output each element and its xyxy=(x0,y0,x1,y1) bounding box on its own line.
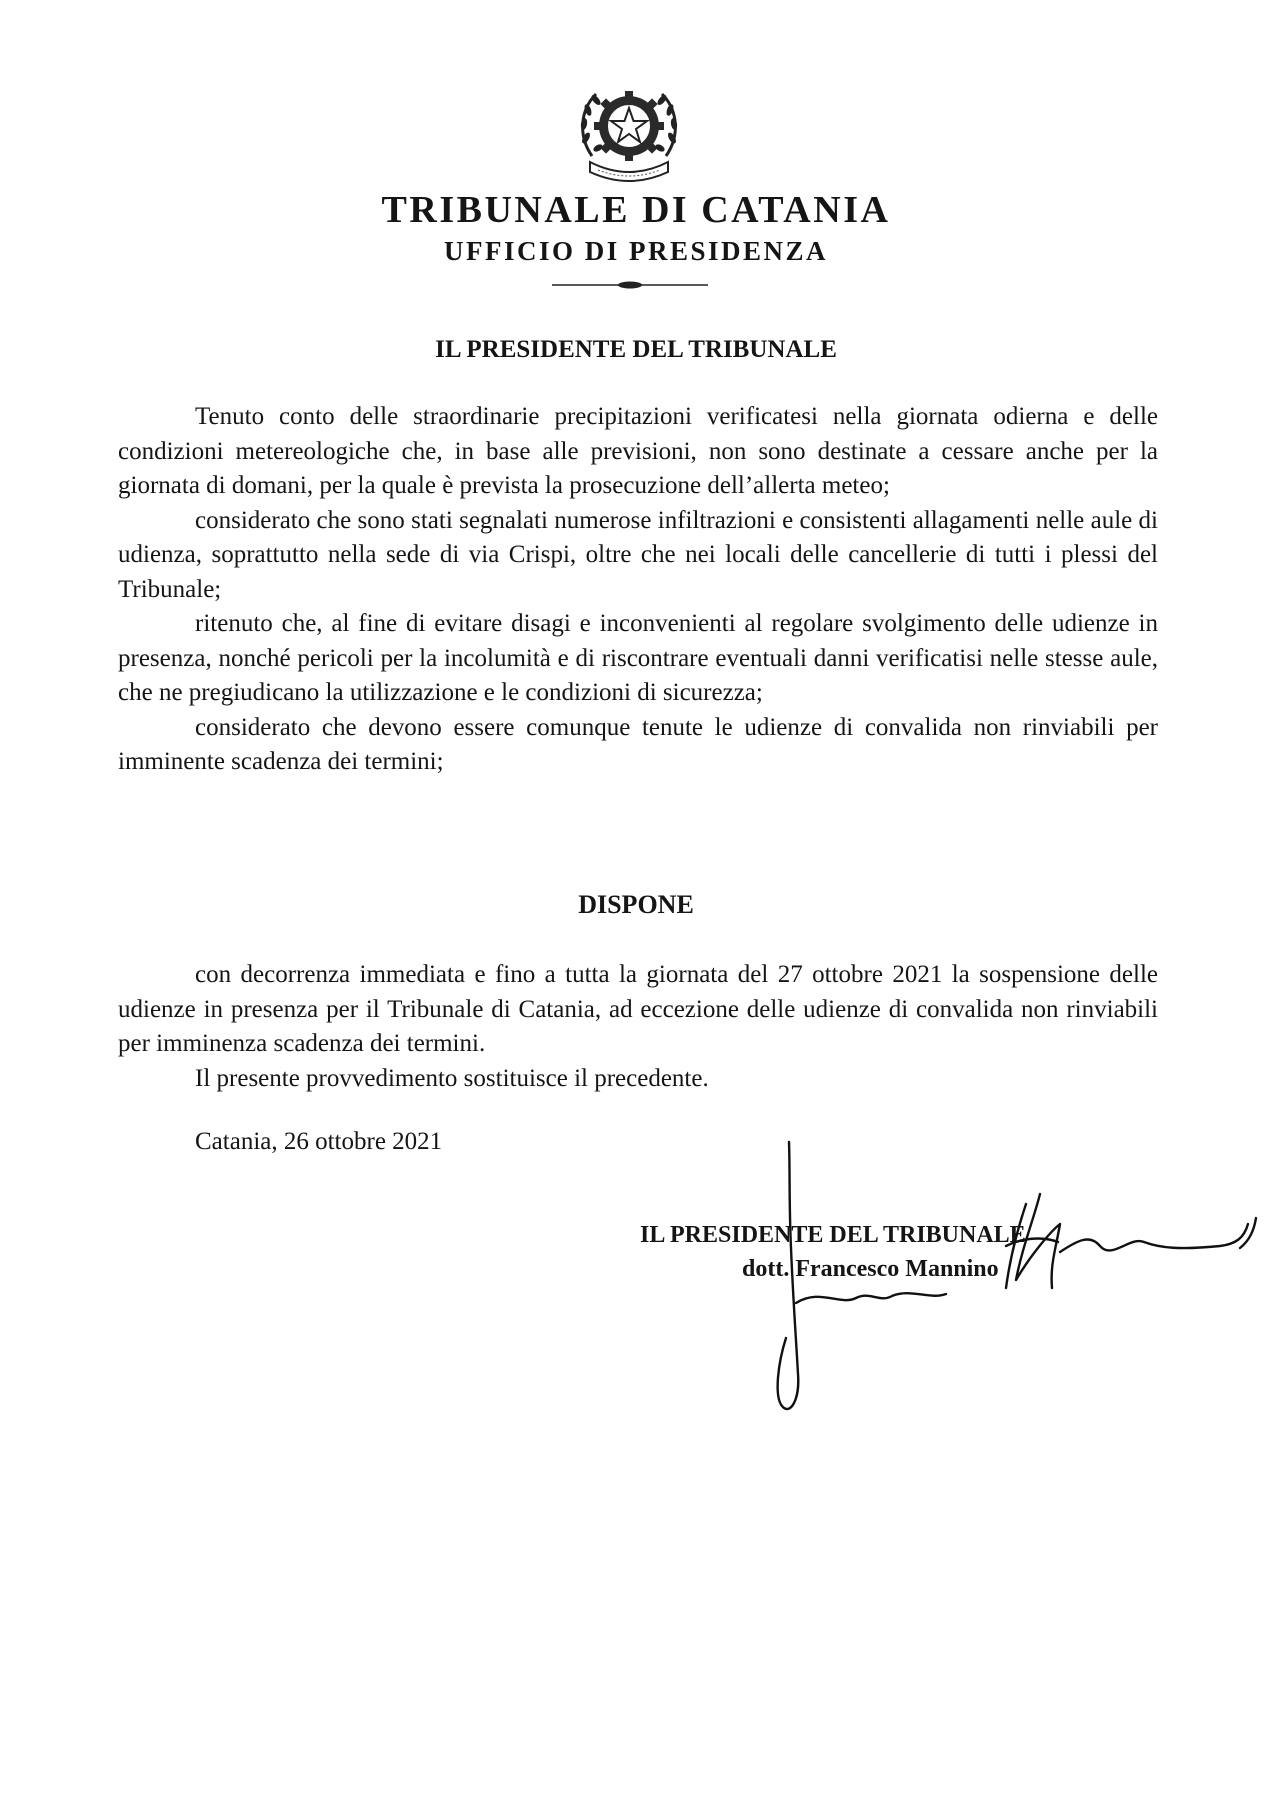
premise-paragraph: considerato che devono essere comunque tenute le udienze di convalida non rinviabili per imminente scadenza dei termini; xyxy=(118,713,1158,775)
premise-paragraph: considerato che sono stati segnalati numerose infiltrazioni e consistenti allagamenti nelle aule di udienza, soprattutto nella sede di via Crispi, oltre che nei locali delle cancellerie di tutti i plessi del Tribunale; xyxy=(118,506,1158,603)
premises-section xyxy=(118,400,1158,780)
premise-paragraph: ritenuto che, al fine di evitare disagi e inconvenienti al regolare svolgimento delle udienze in presenza, nonché pericoli per la incolumità e di riscontrare eventuali danni verificatisi nelle stesse aule, che ne pregiudicano la utilizzazione e le condizioni di sicurezza; xyxy=(118,610,1158,706)
ornament-divider-icon xyxy=(552,280,708,290)
disposition-paragraph: con decorrenza immediata e fino a tutta la giornata del 27 ottobre 2021 la sospensione delle udienze in presenza per il Tribunale di Catania, ad eccezione delle udienze di convalida non rinviabili per imminenza scadenza dei termini. xyxy=(118,961,1158,1057)
disposition-section xyxy=(118,958,1158,1096)
repubblica-italiana-emblem-icon xyxy=(572,78,686,186)
dispone-heading: DISPONE xyxy=(578,890,694,919)
premise-paragraph: Tenuto conto delle straordinarie precipitazioni verificatesi nella giornata odierna e delle condizioni metereologiche che, in base alle previsioni, non sono destinate a cessare anche per la giornata di domani, per la quale è prevista la prosecuzione dell’allerta meteo; xyxy=(118,403,1158,499)
place-date: Catania, 26 ottobre 2021 xyxy=(195,1128,443,1155)
signatory-title: IL PRESIDENTE DEL TRIBUNALE xyxy=(640,1222,1026,1248)
letterhead xyxy=(0,188,1272,268)
handwritten-signature-icon xyxy=(760,1138,1260,1418)
office-name: UFFICIO DI PRESIDENZA xyxy=(443,236,829,266)
disposition-paragraph: Il presente provvedimento sostituisce il precedente. xyxy=(195,1064,709,1092)
court-name: TRIBUNALE DI CATANIA xyxy=(381,189,891,231)
signatory-name: dott. Francesco Mannino xyxy=(742,1256,999,1282)
president-heading: IL PRESIDENTE DEL TRIBUNALE xyxy=(435,336,837,363)
